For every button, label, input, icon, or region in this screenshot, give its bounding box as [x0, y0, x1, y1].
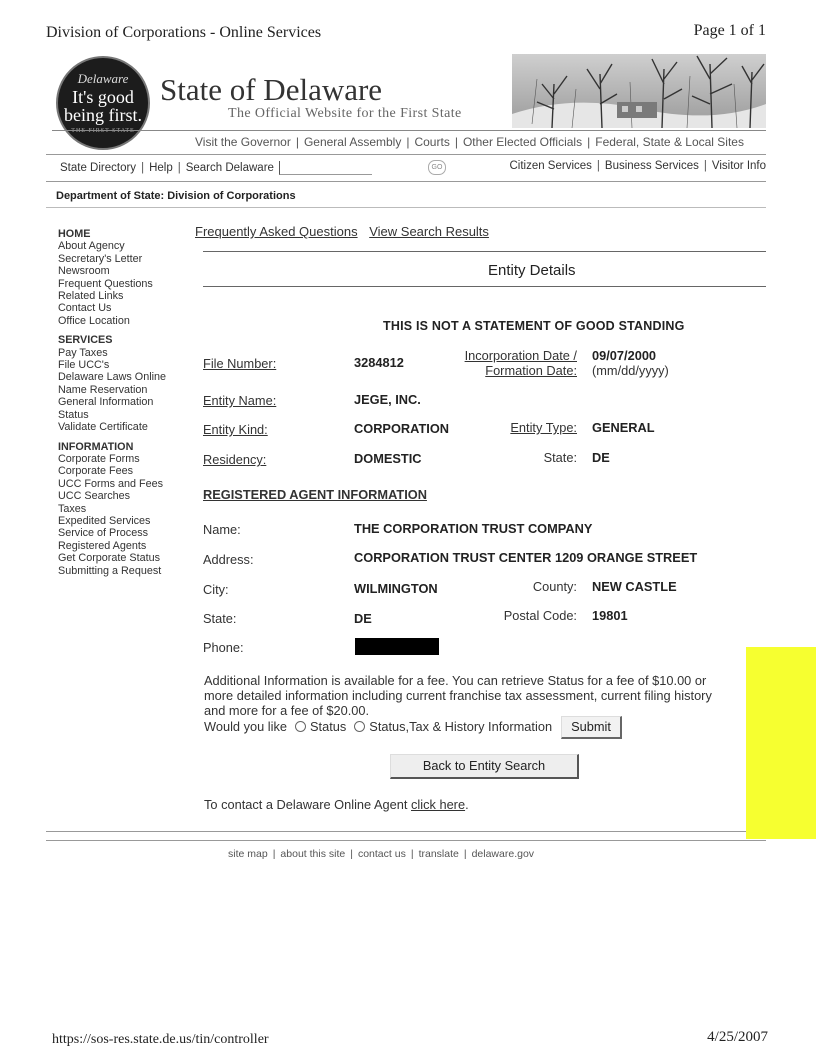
sidebar-item-pay-taxes[interactable]: Pay Taxes [58, 346, 108, 359]
help-link[interactable]: Help [149, 162, 173, 175]
delaware-seal-logo[interactable] [56, 56, 150, 150]
entity-type-label: Entity Type: [510, 420, 577, 435]
sidebar-item-ucc-forms-fees[interactable]: UCC Forms and Fees [58, 477, 163, 490]
site-title: State of Delaware [160, 72, 383, 107]
residency-label: Residency: [203, 452, 267, 467]
department-title: Department of State: Division of Corporations [56, 190, 296, 202]
nav-link-federal-state-local[interactable]: Federal, State & Local Sites [595, 135, 744, 149]
agent-name-label: Name: [203, 522, 241, 537]
good-standing-notice: THIS IS NOT A STATEMENT OF GOOD STANDING [383, 319, 685, 333]
agent-state-value: DE [354, 611, 372, 626]
state-directory-link[interactable]: State Directory [60, 162, 137, 175]
residency-value: DOMESTIC [354, 451, 422, 466]
search-input[interactable] [279, 161, 372, 175]
sidebar-services-heading: SERVICES [58, 334, 113, 347]
sidebar-item-newsroom[interactable]: Newsroom [58, 265, 110, 278]
nav-link-governor[interactable]: Visit the Governor [195, 135, 291, 149]
agent-postal-value: 19801 [592, 608, 628, 623]
status-option-label: Status [310, 719, 347, 734]
print-date: 4/25/2007 [707, 1029, 768, 1045]
sidebar-item-file-uccs[interactable]: File UCC's [58, 359, 110, 372]
entity-state-label: State: [543, 450, 577, 465]
sidebar-item-service-of-process[interactable]: Service of Process [58, 527, 149, 540]
fee-option-row [204, 719, 552, 734]
sidebar-item-contact-us[interactable]: Contact Us [58, 302, 112, 315]
view-search-results-link[interactable]: View Search Results [369, 224, 489, 239]
yellow-sticky-note [746, 647, 816, 839]
print-title: Division of Corporations - Online Services [46, 24, 322, 41]
sidebar-item-ucc-searches[interactable]: UCC Searches [58, 490, 131, 503]
footer-divider [46, 831, 766, 841]
entity-name-value: JEGE, INC. [354, 392, 421, 407]
incorporation-date-value: 09/07/2000 [592, 348, 657, 363]
agent-postal-label: Postal Code: [503, 608, 577, 623]
agent-county-label: County: [532, 579, 577, 594]
seal-first-state-text: THE FIRST STATE [71, 128, 135, 134]
citizen-services-link[interactable]: Citizen Services [509, 160, 592, 172]
utility-bar: State Directory | Help | Search Delaware GO Citizen Services | Business Services | Visitor Info [46, 154, 766, 182]
agent-address-value: CORPORATION TRUST CENTER 1209 ORANGE STREET [354, 550, 698, 565]
seal-delaware-text: Delaware [77, 71, 129, 86]
sidebar-item-general-information[interactable]: General Information [58, 396, 154, 409]
footer-delaware-gov[interactable]: delaware.gov [471, 848, 535, 860]
section-title: Entity Details [488, 262, 576, 279]
entity-kind-label: Entity Kind: [203, 422, 268, 437]
sidebar-item-office-location[interactable]: Office Location [58, 314, 130, 327]
agent-phone-label: Phone: [203, 640, 244, 655]
sidebar-item-taxes[interactable]: Taxes [58, 502, 87, 515]
registered-agent-heading: REGISTERED AGENT INFORMATION [203, 487, 427, 502]
agent-county-value: NEW CASTLE [592, 579, 677, 594]
sidebar-item-corporate-fees[interactable]: Corporate Fees [58, 465, 134, 478]
sidebar-item-status[interactable]: Status [58, 408, 89, 421]
sidebar-item-registered-agents[interactable]: Registered Agents [58, 539, 147, 552]
entity-state-value: DE [592, 450, 610, 465]
top-navigation: Visit the Governor | General Assembly | Courts | Other Elected Officials | Federal, State & Local Sites [195, 135, 744, 149]
department-bar [46, 183, 766, 208]
nav-link-elected-officials[interactable]: Other Elected Officials [462, 135, 583, 149]
entity-kind-value: CORPORATION [354, 421, 450, 436]
sidebar-item-related-links[interactable]: Related Links [58, 290, 124, 303]
search-go-button[interactable]: GO [428, 160, 446, 175]
agent-city-label: City: [203, 582, 229, 597]
nav-link-general-assembly[interactable]: General Assembly [303, 135, 402, 149]
status-radio[interactable] [295, 721, 306, 732]
sidebar-item-secretarys-letter[interactable]: Secretary's Letter [58, 252, 143, 265]
sidebar [58, 228, 198, 584]
sidebar-item-corporate-forms[interactable]: Corporate Forms [58, 452, 140, 465]
sidebar-item-frequent-questions[interactable]: Frequent Questions [58, 277, 153, 290]
agent-state-label: State: [203, 611, 237, 626]
business-services-link[interactable]: Business Services [604, 160, 699, 172]
seal-slogan: It's good being first. [64, 87, 142, 125]
sidebar-item-name-reservation[interactable]: Name Reservation [58, 383, 148, 396]
full-info-radio[interactable] [354, 721, 365, 732]
main-links [195, 224, 497, 239]
search-label: Search Delaware [185, 162, 274, 175]
faq-link[interactable]: Frequently Asked Questions [195, 224, 358, 239]
sidebar-item-submitting-request[interactable]: Submitting a Request [58, 564, 162, 577]
sidebar-item-get-corporate-status[interactable]: Get Corporate Status [58, 552, 161, 565]
fee-information-text: Additional Information is available for a fee. You can retrieve Status for a fee of $10.00 or more detailed information including current franchise tax assessment, current filing history and more for a fee of $20.00. [204, 673, 712, 718]
contact-agent-link[interactable]: click here [411, 797, 466, 812]
entity-name-label: Entity Name: [203, 393, 277, 408]
footer-about-site[interactable]: about this site [280, 848, 346, 860]
contact-agent-text: To contact a Delaware Online Agent click here. [204, 797, 469, 812]
file-number-value: 3284812 [354, 355, 404, 370]
footer-site-map[interactable]: site map [228, 848, 268, 860]
back-to-entity-search-button[interactable]: Back to Entity Search [390, 754, 579, 779]
nav-link-courts[interactable]: Courts [414, 135, 450, 149]
header-winter-trees-photo [512, 54, 766, 128]
agent-name-value: THE CORPORATION TRUST COMPANY [354, 521, 593, 536]
full-info-option-label: Status,Tax & History Information [369, 719, 553, 734]
agent-address-label: Address: [203, 552, 254, 567]
print-url: https://sos-res.state.de.us/tin/controller [52, 1032, 269, 1047]
sidebar-item-delaware-laws[interactable]: Delaware Laws Online [58, 371, 167, 384]
entity-type-value: GENERAL [592, 420, 655, 435]
sidebar-item-expedited-services[interactable]: Expedited Services [58, 514, 151, 527]
fee-question: Would you like [204, 719, 287, 734]
incorporation-date-label: Incorporation Date / Formation Date: [464, 348, 577, 378]
site-subtitle: The Official Website for the First State [228, 106, 462, 121]
header-divider [52, 130, 766, 131]
sidebar-home-heading[interactable]: HOME [58, 228, 91, 240]
phone-redaction [355, 638, 439, 655]
date-format-hint: (mm/dd/yyyy) [592, 363, 669, 378]
sidebar-item-validate-certificate[interactable]: Validate Certificate [58, 421, 148, 434]
submit-button[interactable]: Submit [561, 716, 622, 739]
section-rule-bottom [203, 286, 766, 287]
section-rule-top [203, 251, 766, 252]
sidebar-item-about-agency[interactable]: About Agency [58, 240, 125, 253]
footer-translate[interactable]: translate [418, 848, 459, 860]
visitor-info-link[interactable]: Visitor Info [711, 160, 766, 172]
footer-links: site map | about this site | contact us | translate | delaware.gov [228, 848, 535, 860]
file-number-label: File Number: [203, 356, 277, 371]
agent-city-value: WILMINGTON [354, 581, 438, 596]
footer-contact-us[interactable]: contact us [357, 848, 406, 860]
sidebar-information-heading: INFORMATION [58, 440, 134, 453]
print-page-number: Page 1 of 1 [693, 22, 766, 39]
